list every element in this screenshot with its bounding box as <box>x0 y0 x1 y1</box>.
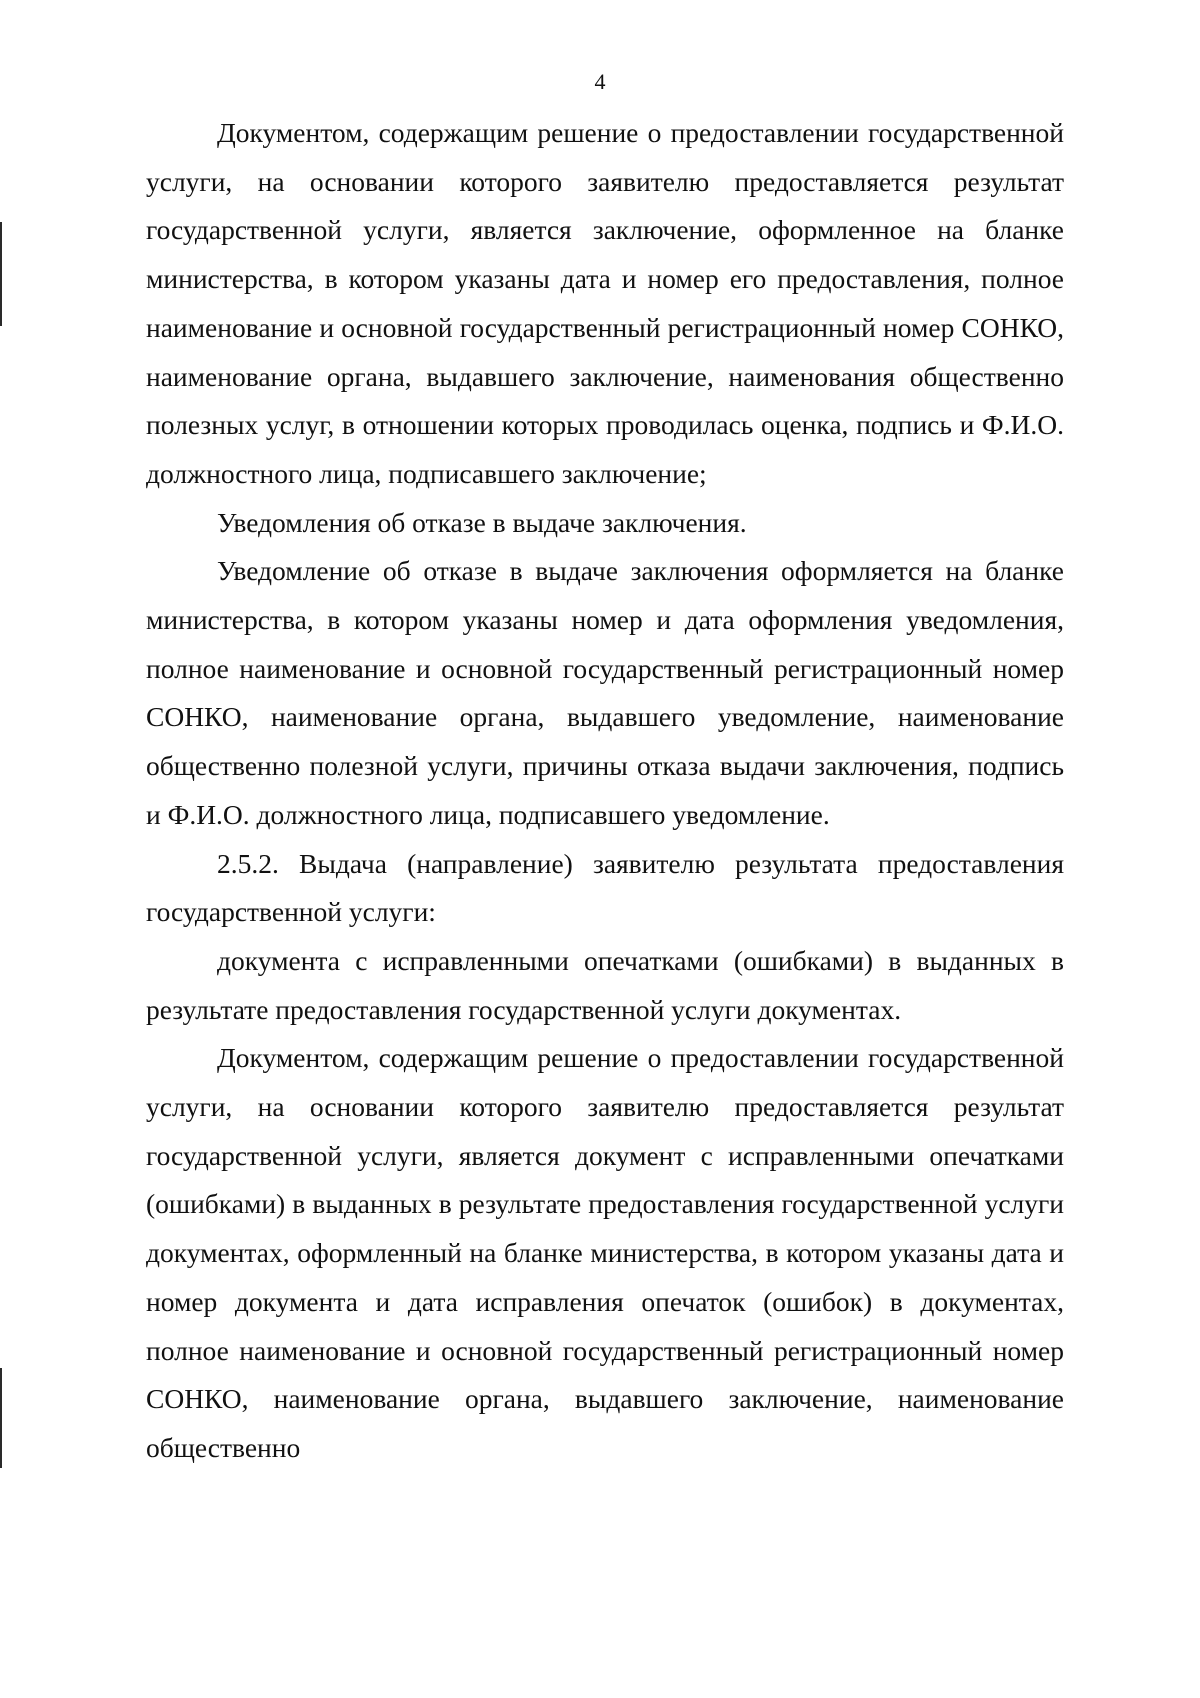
paragraph-refusal-notice-form: Уведомление об отказе в выдаче заключения оформляется на бланке министерства, в котором указаны номер и дата оформления уведомления, полное наименование и основной государственный регистрационный номер СОНКО, наименование органа, выдавшего уведомление, наименование общественно полезной услуги, причины отказа выдачи заключения, подпись и Ф.И.О. должностного лица, подписавшего уведомление. <box>146 555 1064 830</box>
scan-edge-mark-top <box>0 222 2 326</box>
paragraph-corrected-document: документа с исправленными опечатками (ошибками) в выданных в результате предоставления государственной услуги документах. <box>146 944 1064 1025</box>
page-number: 4 <box>594 69 606 94</box>
paragraph-section-2-5-2: 2.5.2. Выдача (направление) заявителю результата предоставления государственной услуги: <box>146 847 1064 928</box>
paragraph-decision-document: Документом, содержащим решение о предоставлении государственной услуги, на основании которого заявителю предоставляется результат государственной услуги, является заключение, оформленное на бланке министерства, в котором указаны дата и номер его предоставления, полное наименование и основной государственный регистрационный номер СОНКО, наименование органа, выдавшего заключение, наименования общественно полезных услуг, в отношении которых проводилась оценка, подпись и Ф.И.О. должностного лица, подписавшего заключение; <box>146 117 1064 489</box>
scan-edge-mark-bottom <box>0 1368 2 1468</box>
paragraph-refusal-notices: Уведомления об отказе в выдаче заключения. <box>217 506 747 538</box>
document-body <box>146 109 1064 1473</box>
paragraph-decision-document-corrected: Документом, содержащим решение о предоставлении государственной услуги, на основании которого заявителю предоставляется результат государственной услуги, является документ с исправленными опечатками (ошибками) в выданных в результате предоставления государственной услуги документах, оформленный на бланке министерства, в котором указаны дата и номер документа и дата исправления опечаток (ошибок) в документах, полное наименование и основной государственный регистрационный номер СОНКО, наименование органа, выдавшего заключение, наименование общественно <box>146 1042 1064 1463</box>
